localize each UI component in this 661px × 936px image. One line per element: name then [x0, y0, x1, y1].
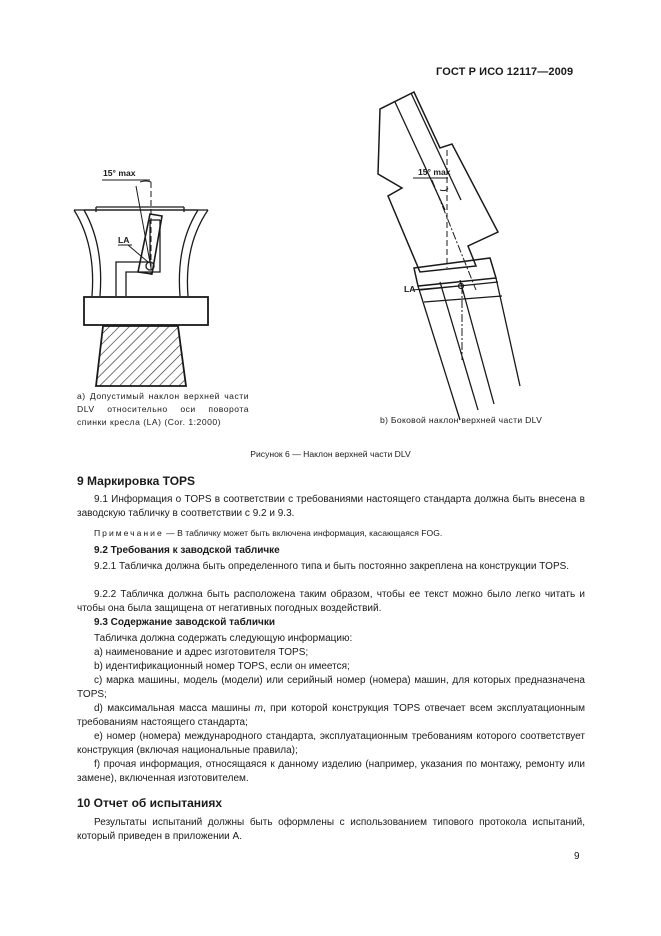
seat-pedestal — [96, 326, 186, 386]
list-item-d-post: , при которой конструкция TOPS отвечает всем эксплуатационным требованиям настоящего стандарта; — [77, 703, 585, 728]
list-item-d-pre: d) максимальная масса машины — [94, 703, 255, 714]
right-angle-label: 15° max — [418, 167, 451, 177]
figure-caption-b: b) Боковой наклон верхней части DLV — [380, 415, 543, 425]
paragraph-9-2-2: 9.2.2 Табличка должна быть расположена таким образом, чтобы ее текст можно было легко читать и чтобы она была защищена от негативных погодных воздействий. — [77, 589, 585, 614]
note — [94, 528, 442, 538]
list-item-c: c) марка машины, модель (модели) или серийный номер (номера) машин, для которых предназначена TOPS; — [77, 675, 585, 700]
section-9-3-title: 9.3 Содержание заводской таблички — [94, 617, 275, 628]
figure-title: Рисунок 6 — Наклон верхней части DLV — [250, 449, 411, 459]
note-text: — В табличку может быть включена информация, касающаяся FOG. — [166, 528, 443, 538]
right-la-label: LA — [404, 284, 416, 294]
list-item-b: b) идентификационный номер TOPS, если он имеется; — [94, 661, 350, 672]
figure-caption-a: а) Допустимый наклон верхней части DLV относительно оси поворота спинки кресла (LA) (Cor. 1:2000) — [77, 391, 249, 427]
paragraph-9-1: 9.1 Информация о TOPS в соответствии с требованиями настоящего стандарта должна быть внесена в заводскую табличку в соответствии с 9.2 и 9.3. — [77, 494, 585, 519]
figure-6-drawing — [0, 0, 661, 440]
list-item-d-mass-symbol: m — [254, 703, 264, 714]
list-item-f: f) прочая информация, относящаяся к данному изделию (например, указания по монтажу, ремонту или замене), включенная изготовителем. — [77, 759, 585, 784]
document-header-id: ГОСТ Р ИСО 12117—2009 — [436, 66, 574, 78]
paragraph-9-3-intro: Табличка должна содержать следующую информацию: — [94, 633, 353, 644]
section-10-title: 10 Отчет об испытаниях — [77, 796, 223, 810]
paragraph-10: Результаты испытаний должны быть оформлены с использованием типового протокола испытаний, который приведен в приложении А. — [77, 817, 585, 842]
section-9-2-title: 9.2 Требования к заводской табличке — [94, 545, 280, 556]
figure-b-drawing — [378, 92, 520, 420]
list-item-d — [77, 702, 585, 730]
left-la-label: LA — [118, 235, 130, 245]
paragraph-9-2-1: 9.2.1 Табличка должна быть определенного типа и быть постоянно закреплена на конструкции TOPS. — [94, 561, 570, 572]
list-item-a: a) наименование и адрес изготовителя TOPS; — [94, 647, 309, 658]
left-angle-label: 15° max — [103, 168, 136, 178]
figure-a-drawing — [74, 180, 208, 386]
list-item-e: e) номер (номера) международного стандарта, эксплуатационным требованиям которого соответствует конструкция (включая национальные правила); — [77, 731, 585, 756]
page-number: 9 — [574, 851, 580, 862]
section-9-title: 9 Маркировка TOPS — [77, 474, 196, 488]
note-label: Примечание — [94, 528, 164, 538]
seat-base — [84, 297, 208, 325]
